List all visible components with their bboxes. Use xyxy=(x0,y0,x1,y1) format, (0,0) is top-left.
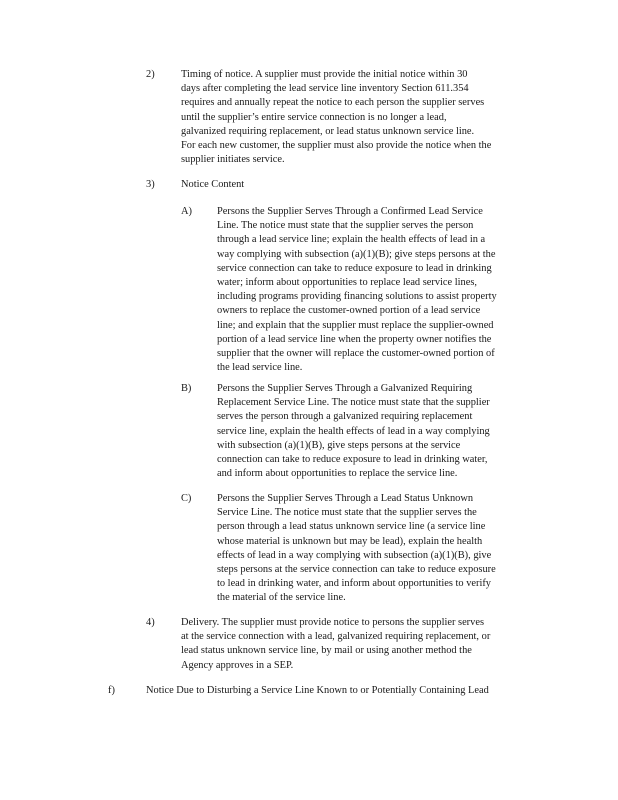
heading-disturbing-service-line xyxy=(146,684,539,698)
text-line: Replacement Service Line. The notice must state that the supplier xyxy=(217,397,490,409)
text-line: days after completing the lead service line inventory Section 611.354 xyxy=(181,83,469,95)
text-line: to lead in drinking water, and inform about opportunities to verify xyxy=(217,578,492,590)
text-line: Delivery. The supplier must provide notice to persons the supplier serves xyxy=(181,617,484,628)
heading-notice-content xyxy=(181,178,539,192)
text-line: supplier initiates service. xyxy=(181,154,285,166)
list-marker: C) xyxy=(181,493,192,504)
list-marker: 2) xyxy=(146,69,155,80)
text-line: with subsection (a)(1)(B), give steps persons at the service xyxy=(217,439,461,451)
text-line: water; inform about opportunities to replace lead service lines, xyxy=(217,277,477,289)
text-line: steps persons at the service connection can take to reduce exposure xyxy=(217,564,496,576)
text-line: and inform about opportunities to replace the service line. xyxy=(217,468,458,480)
text-line: serves the person through a galvanized requiring replacement xyxy=(217,411,473,423)
text-line: Notice Due to Disturbing a Service Line Known to or Potentially Containing Lead xyxy=(146,685,489,696)
text-line: portion of a lead service line when the property owner notifies the xyxy=(217,333,492,345)
text-line: lead status unknown service line, by mail or using another method the xyxy=(181,645,472,657)
list-marker: A) xyxy=(181,206,192,217)
paragraph-delivery xyxy=(181,616,539,673)
text-line: Persons the Supplier Serves Through a Galvanized Requiring xyxy=(217,383,473,394)
text-line: requires and annually repeat the notice to each person the supplier serves xyxy=(181,97,485,109)
paragraph-galvanized xyxy=(217,382,535,481)
text-line: supplier that the owner will replace the customer-owned portion of xyxy=(217,348,495,360)
text-line: Service Line. The notice must state that the supplier serves the xyxy=(217,507,477,519)
text-line: service line, explain the health effects of lead in a way complying xyxy=(217,425,490,437)
text-line: until the supplier’s entire service connection is no longer a lead, xyxy=(181,111,447,123)
text-line: galvanized requiring replacement, or lead status unknown service line. xyxy=(181,125,475,137)
text-line: connection can take to reduce exposure to lead in drinking water, xyxy=(217,454,488,466)
paragraph-timing-of-notice xyxy=(181,68,539,167)
text-line: including programs providing financing solutions to assist property xyxy=(217,291,497,303)
text-line: Persons the Supplier Serves Through a Lead Status Unknown xyxy=(217,493,474,504)
text-line: service connection can take to reduce exposure to lead in drinking xyxy=(217,262,492,274)
text-line: For each new customer, the supplier must also provide the notice when the xyxy=(181,140,492,152)
text-line: whose material is unknown but may be lead), explain the health xyxy=(217,535,483,547)
text-line: way complying with subsection (a)(1)(B); give steps persons at the xyxy=(217,248,496,260)
text-line: at the service connection with a lead, galvanized requiring replacement, or xyxy=(181,631,491,643)
text-line: effects of lead in a way complying with subsection (a)(1)(B), give xyxy=(217,549,492,561)
text-line: the lead service line. xyxy=(217,362,303,374)
list-marker: 3) xyxy=(146,179,155,190)
list-marker: B) xyxy=(181,383,192,394)
paragraph-status-unknown xyxy=(217,492,535,606)
text-line: line; and explain that the supplier must replace the supplier-owned xyxy=(217,319,494,331)
paragraph-confirmed-lead xyxy=(217,205,535,375)
text-line: through a lead service line; explain the health effects of lead in a xyxy=(217,234,486,246)
text-line: Persons the Supplier Serves Through a Confirmed Lead Service xyxy=(217,206,483,217)
text-line: Agency approves in a SEP. xyxy=(181,659,294,671)
list-marker: f) xyxy=(108,685,115,696)
text-line: person through a lead status unknown service line (a service line xyxy=(217,521,486,533)
text-line: Timing of notice. A supplier must provide the initial notice within 30 xyxy=(181,69,468,80)
list-marker: 4) xyxy=(146,617,155,628)
text-line: Line. The notice must state that the supplier serves the person xyxy=(217,220,474,232)
text-line: Notice Content xyxy=(181,179,245,190)
text-line: the material of the service line. xyxy=(217,592,346,604)
text-line: owners to replace the customer-owned portion of a lead service xyxy=(217,305,481,317)
